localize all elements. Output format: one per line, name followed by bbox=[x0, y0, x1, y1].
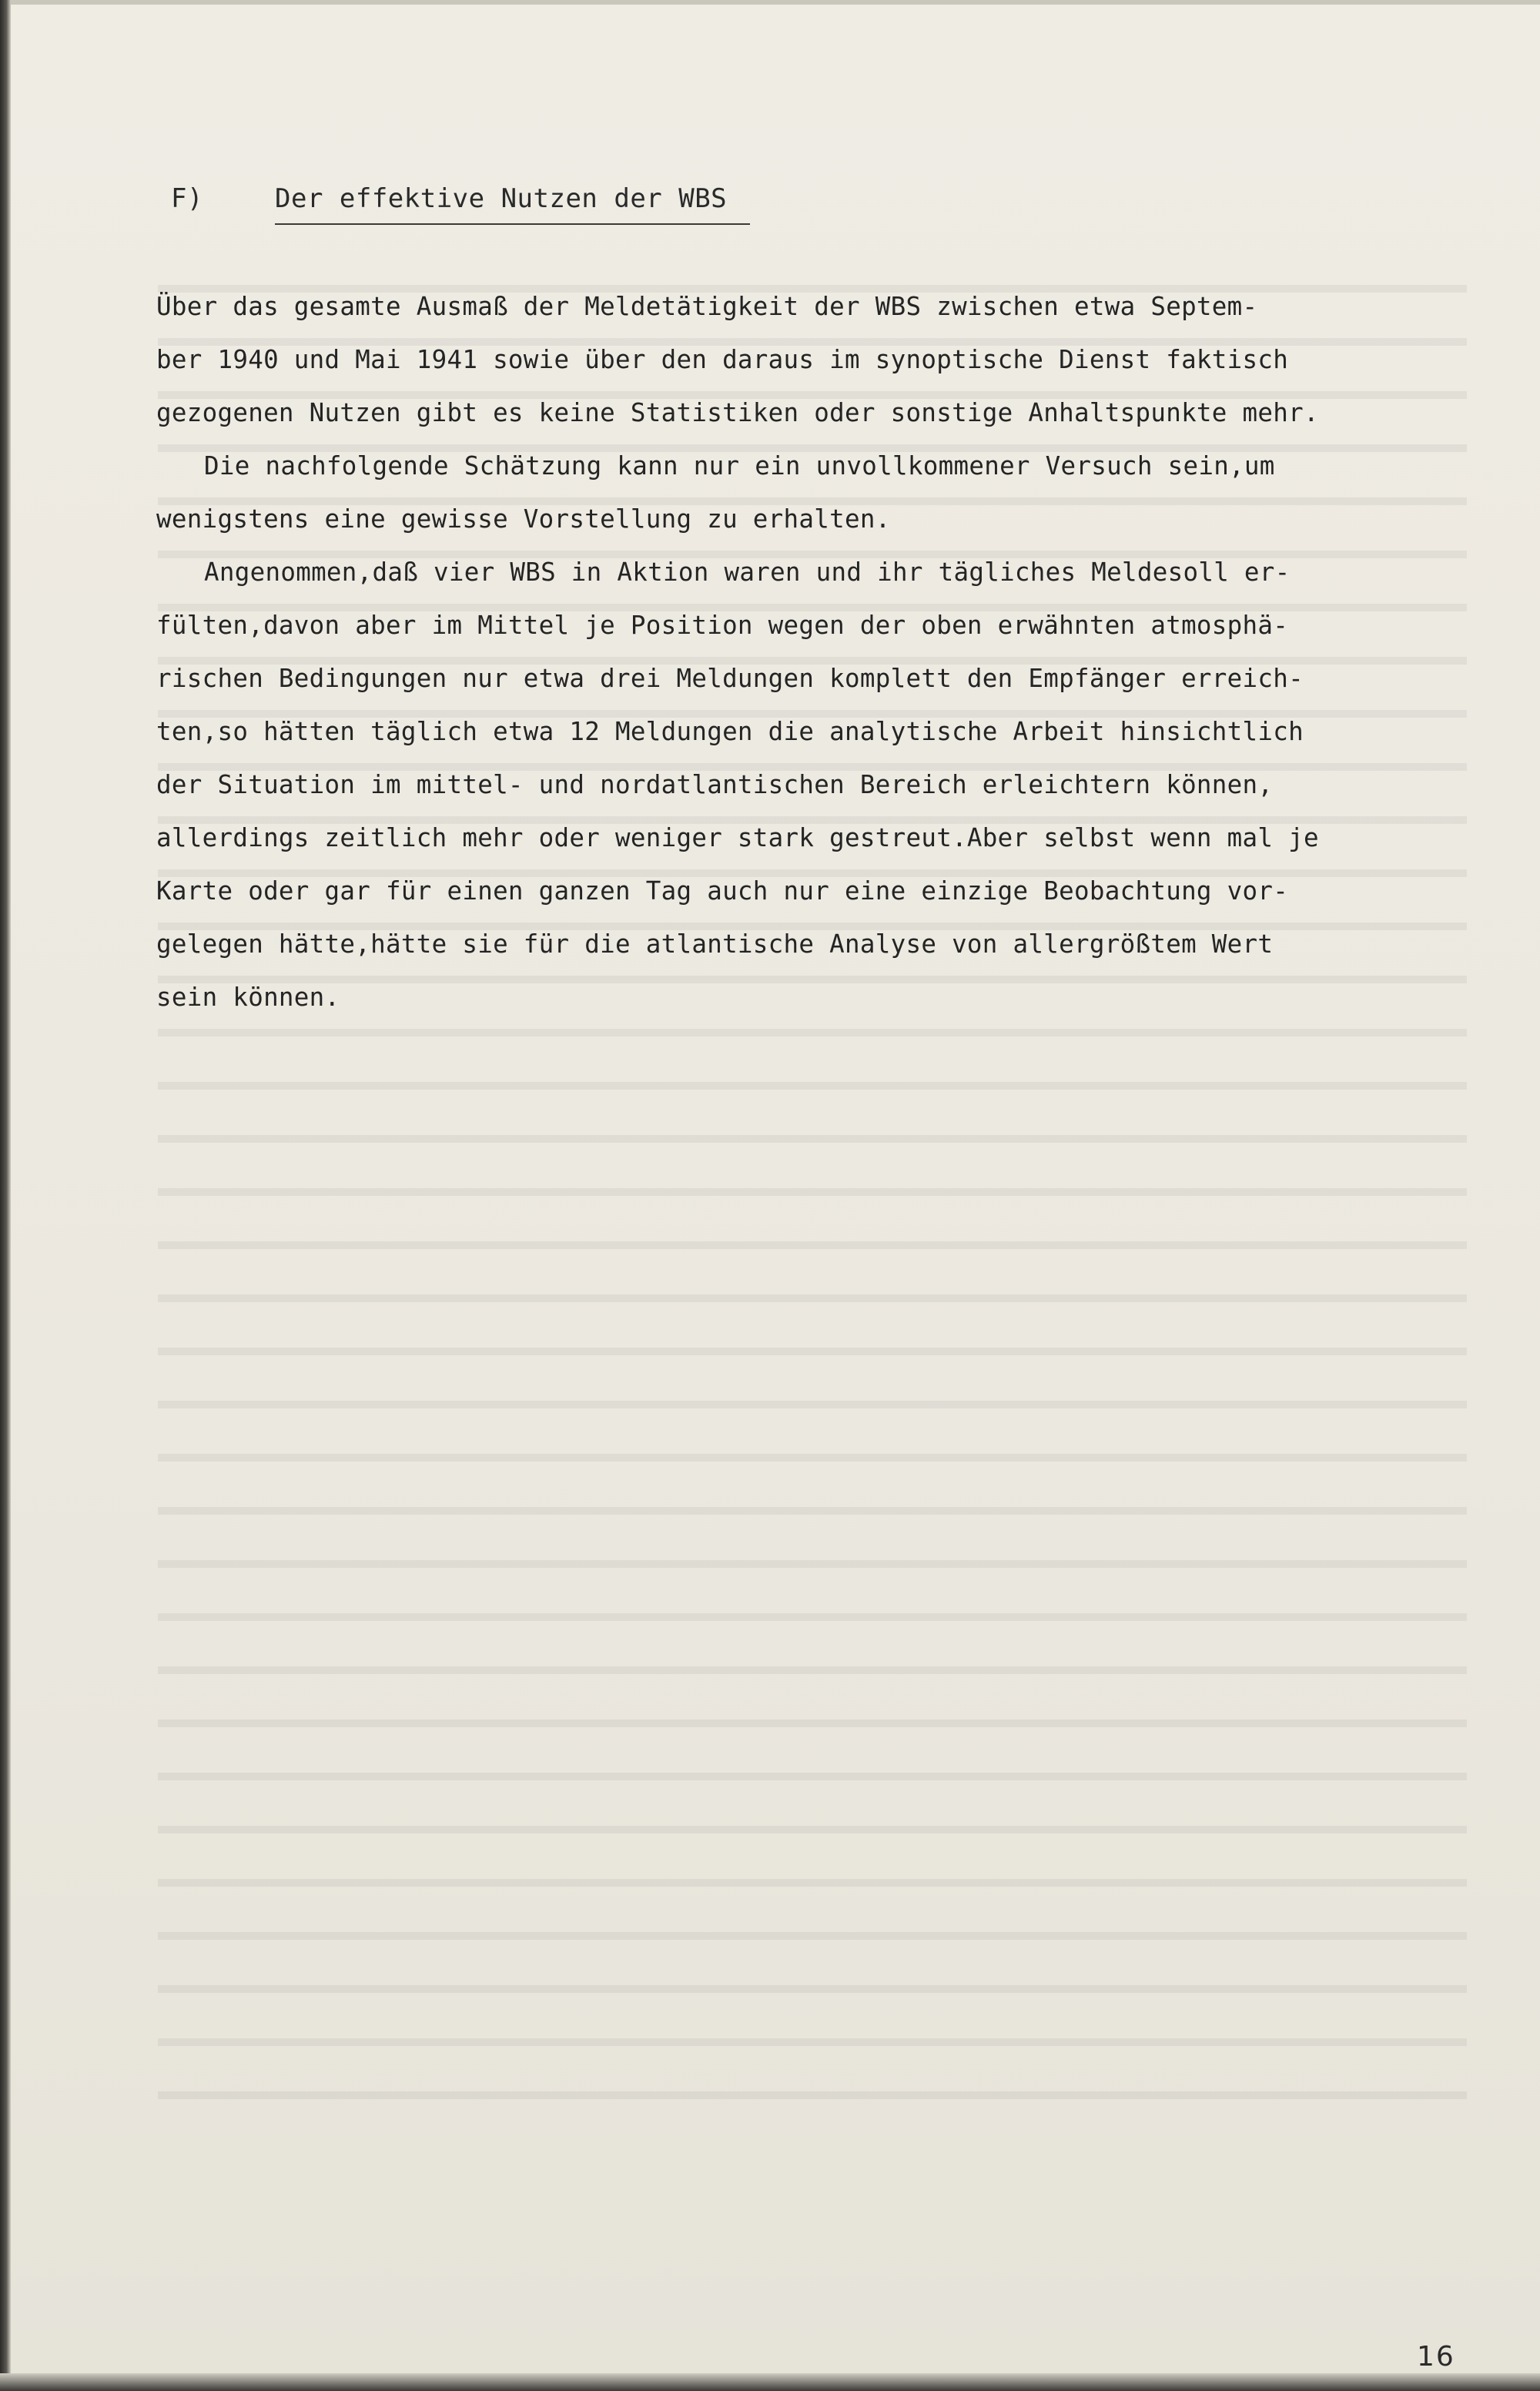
text-line: Über das gesamte Ausmaß der Meldetätigkeit der WBS zwischen etwa Septem- bbox=[156, 292, 1258, 321]
text-line: Die nachfolgende Schätzung kann nur ein unvollkommener Versuch sein,um bbox=[204, 451, 1275, 481]
text-line: Karte oder gar für einen ganzen Tag auch nur eine einzige Beobachtung vor- bbox=[156, 876, 1289, 906]
page-bottom-edge bbox=[0, 2373, 1540, 2391]
text-line: fülten,davon aber im Mittel je Position wegen der oben erwähnten atmosphä- bbox=[156, 611, 1289, 640]
text-line: ber 1940 und Mai 1941 sowie über den daraus im synoptische Dienst faktisch bbox=[156, 345, 1289, 374]
text-line: allerdings zeitlich mehr oder weniger stark gestreut.Aber selbst wenn mal je bbox=[156, 823, 1319, 852]
text-line: gelegen hätte,hätte sie für die atlantische Analyse von allergrößtem Wert bbox=[156, 929, 1274, 959]
text-line: rischen Bedingungen nur etwa drei Meldungen komplett den Empfänger erreich- bbox=[156, 664, 1304, 693]
text-line: der Situation im mittel- und nordatlantischen Bereich erleichtern können, bbox=[156, 770, 1274, 799]
text-line: Angenommen,daß vier WBS in Aktion waren und ihr tägliches Meldesoll er- bbox=[204, 558, 1291, 587]
page-left-edge bbox=[0, 0, 11, 2391]
text-line: wenigstens eine gewisse Vorstellung zu erhalten. bbox=[156, 504, 891, 534]
page-top-edge bbox=[0, 0, 1540, 5]
page-number: 16 bbox=[1417, 2341, 1455, 2373]
section-heading bbox=[171, 183, 750, 229]
section-title: Der effektive Nutzen der WBS bbox=[275, 183, 750, 225]
section-marker: F) bbox=[171, 183, 203, 214]
text-line: ten,so hätten täglich etwa 12 Meldungen die analytische Arbeit hinsichtlich bbox=[156, 717, 1304, 746]
text-line: gezogenen Nutzen gibt es keine Statistiken oder sonstige Anhaltspunkte mehr. bbox=[156, 398, 1319, 427]
text-line: sein können. bbox=[156, 983, 340, 1012]
body-text bbox=[156, 280, 1496, 1024]
